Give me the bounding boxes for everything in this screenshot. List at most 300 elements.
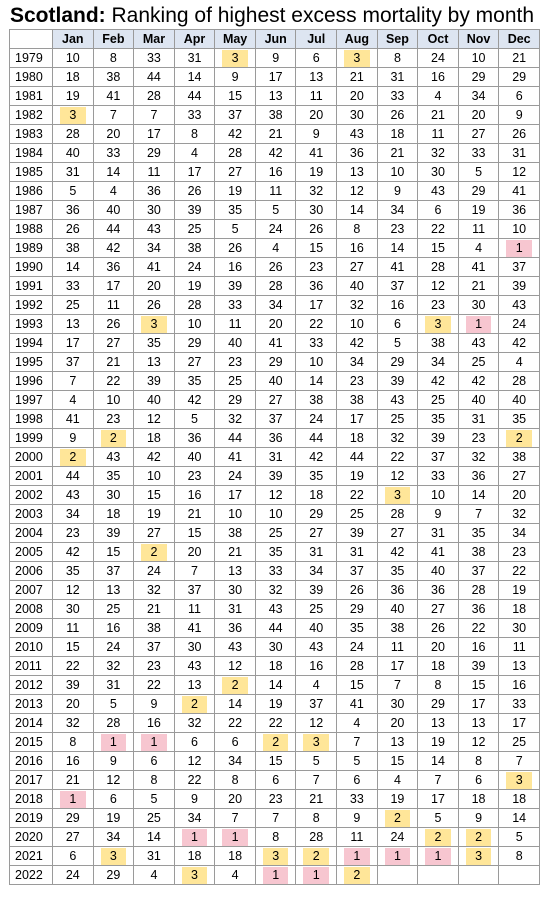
rank-cell bbox=[93, 790, 134, 809]
rank-cell bbox=[53, 182, 94, 201]
rank-cell bbox=[215, 695, 256, 714]
rank-cell bbox=[255, 182, 296, 201]
rank-cell bbox=[337, 847, 378, 866]
rank-cell bbox=[134, 562, 175, 581]
rank-value: 26 bbox=[349, 582, 364, 597]
rank-value: 27 bbox=[187, 354, 202, 369]
rank-value: 16 bbox=[268, 164, 283, 179]
rank-cell bbox=[458, 239, 499, 258]
rank-cell bbox=[458, 505, 499, 524]
rank-cell bbox=[255, 752, 296, 771]
rank-cell bbox=[93, 68, 134, 87]
rank-value: 30 bbox=[187, 639, 202, 654]
rank-cell bbox=[215, 201, 256, 220]
rank-cell bbox=[499, 638, 540, 657]
rank-value: 12 bbox=[512, 164, 527, 179]
rank-value: 34 bbox=[146, 240, 161, 255]
rank-value: 42 bbox=[309, 449, 324, 464]
year-label: 1991 bbox=[10, 277, 53, 296]
rank-value: 9 bbox=[69, 430, 77, 445]
table-row bbox=[10, 505, 540, 524]
rank-cell bbox=[255, 505, 296, 524]
rank-cell bbox=[296, 467, 337, 486]
rank-cell bbox=[337, 296, 378, 315]
rank-value: 24 bbox=[187, 259, 202, 274]
rank-cell bbox=[255, 296, 296, 315]
rank-cell bbox=[377, 448, 418, 467]
rank-value: 27 bbox=[65, 829, 80, 844]
rank-value: 42 bbox=[65, 544, 80, 559]
rank-value: 8 bbox=[312, 810, 320, 825]
rank-value: 17 bbox=[268, 69, 283, 84]
rank-cell bbox=[499, 524, 540, 543]
rank-value: 37 bbox=[390, 278, 405, 293]
rank-value: 7 bbox=[272, 810, 280, 825]
rank-cell bbox=[53, 676, 94, 695]
rank-value: 29 bbox=[349, 601, 364, 616]
rank-value: 37 bbox=[65, 354, 80, 369]
rank-cell bbox=[53, 334, 94, 353]
year-label: 1990 bbox=[10, 258, 53, 277]
rank-value: 33 bbox=[309, 335, 324, 350]
rank-cell bbox=[134, 448, 175, 467]
rank-value: 10 bbox=[106, 392, 121, 407]
rank-cell bbox=[337, 277, 378, 296]
rank-cell bbox=[174, 809, 215, 828]
rank-value: 24 bbox=[268, 221, 283, 236]
rank-value: 30 bbox=[106, 487, 121, 502]
rank-value: 43 bbox=[390, 392, 405, 407]
rank-cell bbox=[255, 49, 296, 68]
rank-cell bbox=[337, 125, 378, 144]
rank-cell bbox=[215, 467, 256, 486]
header-row bbox=[10, 30, 540, 49]
rank-value: 31 bbox=[390, 69, 405, 84]
rank-value: 4 bbox=[515, 354, 523, 369]
rank-value: 5 bbox=[475, 164, 483, 179]
rank-cell bbox=[418, 714, 459, 733]
rank-value: 32 bbox=[349, 297, 364, 312]
rank-value: 9 bbox=[353, 810, 361, 825]
rank-value: 44 bbox=[146, 69, 161, 84]
rank-value: 35 bbox=[309, 468, 324, 483]
rank-cell bbox=[93, 125, 134, 144]
rank-value: 10 bbox=[309, 354, 324, 369]
rank-value: 33 bbox=[512, 696, 527, 711]
rank-cell bbox=[377, 695, 418, 714]
rank-cell bbox=[296, 448, 337, 467]
rank-cell bbox=[134, 847, 175, 866]
rank-cell bbox=[215, 676, 256, 695]
rank-value: 31 bbox=[65, 164, 80, 179]
rank-cell bbox=[174, 258, 215, 277]
rank-value: 30 bbox=[390, 696, 405, 711]
rank-cell bbox=[215, 429, 256, 448]
rank-value: 36 bbox=[65, 202, 80, 217]
table-row bbox=[10, 486, 540, 505]
rank-cell bbox=[93, 714, 134, 733]
rank-value: 17 bbox=[309, 297, 324, 312]
rank-value: 2 bbox=[60, 449, 86, 466]
rank-cell bbox=[174, 201, 215, 220]
year-label: 2000 bbox=[10, 448, 53, 467]
rank-value: 9 bbox=[150, 696, 158, 711]
rank-value: 20 bbox=[106, 126, 121, 141]
rank-value: 23 bbox=[471, 430, 486, 445]
rank-cell bbox=[134, 239, 175, 258]
rank-value: 29 bbox=[228, 392, 243, 407]
rank-value: 41 bbox=[65, 411, 80, 426]
rank-value: 19 bbox=[431, 734, 445, 749]
rank-cell bbox=[134, 752, 175, 771]
rank-cell bbox=[499, 448, 540, 467]
rank-cell bbox=[296, 277, 337, 296]
rank-cell bbox=[134, 49, 175, 68]
rank-value: 20 bbox=[512, 487, 527, 502]
rank-value: 21 bbox=[65, 772, 80, 787]
rank-value: 32 bbox=[390, 430, 405, 445]
rank-value: 16 bbox=[65, 753, 80, 768]
rank-cell bbox=[255, 600, 296, 619]
rank-value: 10 bbox=[65, 50, 80, 65]
rank-cell bbox=[255, 695, 296, 714]
rank-cell bbox=[296, 695, 337, 714]
rank-value: 15 bbox=[431, 240, 445, 255]
rank-cell bbox=[418, 619, 459, 638]
table-row bbox=[10, 125, 540, 144]
rank-cell bbox=[93, 752, 134, 771]
rank-value: 25 bbox=[106, 601, 121, 616]
rank-value: 34 bbox=[228, 753, 243, 768]
rank-value: 34 bbox=[187, 810, 202, 825]
rank-value: 41 bbox=[512, 183, 527, 198]
year-label: 1986 bbox=[10, 182, 53, 201]
rank-cell bbox=[215, 733, 256, 752]
rank-value: 39 bbox=[106, 525, 121, 540]
rank-cell bbox=[215, 448, 256, 467]
rank-cell bbox=[458, 847, 499, 866]
rank-value: 13 bbox=[65, 316, 80, 331]
rank-value: 36 bbox=[431, 582, 445, 597]
rank-cell bbox=[93, 809, 134, 828]
rank-cell bbox=[174, 619, 215, 638]
rank-cell bbox=[53, 125, 94, 144]
month-header-may: May bbox=[215, 30, 256, 49]
rank-cell bbox=[174, 239, 215, 258]
rank-cell bbox=[134, 543, 175, 562]
year-label: 1994 bbox=[10, 334, 53, 353]
rank-cell bbox=[458, 486, 499, 505]
rank-value: 20 bbox=[471, 107, 486, 122]
rank-value: 24 bbox=[431, 50, 445, 65]
rank-value: 35 bbox=[390, 563, 405, 578]
rank-value: 25 bbox=[431, 392, 445, 407]
rank-cell bbox=[499, 771, 540, 790]
rank-cell bbox=[53, 562, 94, 581]
rank-value: 25 bbox=[512, 734, 527, 749]
rank-value: 24 bbox=[146, 563, 161, 578]
rank-value: 7 bbox=[393, 677, 401, 692]
rank-value: 37 bbox=[146, 639, 161, 654]
rank-value: 26 bbox=[268, 259, 283, 274]
rank-value: 35 bbox=[187, 373, 202, 388]
rank-cell bbox=[255, 638, 296, 657]
rank-value: 5 bbox=[150, 791, 158, 806]
rank-value: 20 bbox=[268, 316, 283, 331]
rank-cell bbox=[337, 486, 378, 505]
title-lead: Scotland: bbox=[10, 4, 106, 27]
rank-value: 7 bbox=[515, 753, 523, 768]
rank-value: 16 bbox=[106, 620, 121, 635]
year-label: 2011 bbox=[10, 657, 53, 676]
rank-cell bbox=[296, 334, 337, 353]
rank-cell bbox=[499, 809, 540, 828]
rank-cell bbox=[296, 657, 337, 676]
rank-cell bbox=[418, 524, 459, 543]
month-header-oct: Oct bbox=[418, 30, 459, 49]
rank-value: 38 bbox=[471, 544, 486, 559]
rank-cell bbox=[174, 87, 215, 106]
rank-cell bbox=[53, 581, 94, 600]
rank-cell bbox=[174, 562, 215, 581]
rank-value: 9 bbox=[109, 753, 117, 768]
rank-cell bbox=[458, 182, 499, 201]
rank-value: 13 bbox=[309, 69, 324, 84]
rank-cell bbox=[296, 524, 337, 543]
rank-cell bbox=[418, 353, 459, 372]
rank-cell bbox=[377, 334, 418, 353]
rank-cell bbox=[174, 49, 215, 68]
rank-value: 43 bbox=[146, 221, 161, 236]
rank-cell bbox=[215, 657, 256, 676]
rank-cell bbox=[174, 315, 215, 334]
rank-cell bbox=[418, 68, 459, 87]
table-row bbox=[10, 220, 540, 239]
rank-value: 15 bbox=[106, 544, 121, 559]
rank-value: 31 bbox=[471, 411, 486, 426]
rank-value: 37 bbox=[106, 563, 121, 578]
rank-value: 29 bbox=[471, 69, 486, 84]
rank-cell bbox=[215, 600, 256, 619]
rank-cell bbox=[174, 163, 215, 182]
rank-value: 7 bbox=[109, 107, 117, 122]
rank-value: 37 bbox=[349, 563, 364, 578]
rank-cell bbox=[418, 106, 459, 125]
rank-value: 12 bbox=[390, 468, 405, 483]
rank-cell bbox=[255, 315, 296, 334]
rank-cell bbox=[377, 847, 418, 866]
rank-value: 23 bbox=[187, 468, 202, 483]
rank-value: 8 bbox=[393, 50, 401, 65]
table-row bbox=[10, 752, 540, 771]
rank-value: 27 bbox=[390, 525, 405, 540]
rank-cell bbox=[377, 410, 418, 429]
rank-value: 17 bbox=[390, 658, 405, 673]
table-row bbox=[10, 619, 540, 638]
rank-cell bbox=[377, 866, 418, 885]
rank-cell bbox=[418, 410, 459, 429]
month-header-jan: Jan bbox=[53, 30, 94, 49]
table-row bbox=[10, 182, 540, 201]
rank-value: 30 bbox=[65, 601, 80, 616]
table-row bbox=[10, 524, 540, 543]
rank-cell bbox=[377, 182, 418, 201]
rank-value: 17 bbox=[471, 696, 486, 711]
rank-value: 26 bbox=[390, 107, 405, 122]
rank-value: 31 bbox=[268, 449, 283, 464]
rank-cell bbox=[418, 752, 459, 771]
rank-value: 8 bbox=[272, 829, 280, 844]
rank-value: 35 bbox=[512, 411, 527, 426]
rank-value: 4 bbox=[109, 183, 117, 198]
rank-value: 7 bbox=[434, 772, 442, 787]
rank-cell bbox=[215, 125, 256, 144]
rank-value: 39 bbox=[349, 525, 364, 540]
rank-cell bbox=[255, 486, 296, 505]
rank-value: 13 bbox=[268, 88, 283, 103]
rank-cell bbox=[418, 638, 459, 657]
rank-value: 11 bbox=[228, 316, 242, 331]
rank-cell bbox=[255, 676, 296, 695]
rank-cell bbox=[458, 562, 499, 581]
rank-cell bbox=[53, 543, 94, 562]
rank-cell bbox=[93, 638, 134, 657]
rank-cell bbox=[255, 809, 296, 828]
rank-cell bbox=[53, 505, 94, 524]
rank-value: 36 bbox=[471, 468, 486, 483]
table-row bbox=[10, 49, 540, 68]
rank-value: 20 bbox=[187, 544, 202, 559]
rank-value: 17 bbox=[65, 335, 80, 350]
header-corner bbox=[10, 30, 53, 49]
rank-cell bbox=[337, 258, 378, 277]
rank-cell bbox=[296, 828, 337, 847]
rank-cell bbox=[53, 353, 94, 372]
rank-cell bbox=[296, 714, 337, 733]
rank-value: 40 bbox=[431, 563, 445, 578]
rank-value: 42 bbox=[349, 335, 364, 350]
rank-cell bbox=[499, 847, 540, 866]
rank-value: 31 bbox=[228, 601, 243, 616]
rank-cell bbox=[458, 315, 499, 334]
rank-cell bbox=[296, 562, 337, 581]
rank-value: 6 bbox=[434, 202, 442, 217]
rank-cell bbox=[255, 581, 296, 600]
rank-value: 32 bbox=[106, 658, 121, 673]
rank-cell bbox=[53, 106, 94, 125]
rank-cell bbox=[93, 695, 134, 714]
rank-value: 1 bbox=[182, 829, 208, 846]
rank-value: 14 bbox=[65, 259, 80, 274]
rank-value: 8 bbox=[191, 126, 198, 141]
rank-value: 38 bbox=[146, 620, 161, 635]
rank-cell bbox=[337, 106, 378, 125]
rank-value: 6 bbox=[231, 734, 239, 749]
rank-cell bbox=[499, 429, 540, 448]
rank-cell bbox=[296, 733, 337, 752]
rank-value: 34 bbox=[65, 506, 80, 521]
year-label: 1988 bbox=[10, 220, 53, 239]
rank-value: 43 bbox=[431, 183, 445, 198]
rank-cell bbox=[255, 144, 296, 163]
year-label: 1995 bbox=[10, 353, 53, 372]
rank-cell bbox=[377, 505, 418, 524]
rank-cell bbox=[418, 657, 459, 676]
rank-value: 1 bbox=[222, 829, 248, 846]
table-row bbox=[10, 239, 540, 258]
rank-value: 33 bbox=[65, 278, 80, 293]
table-row bbox=[10, 353, 540, 372]
rank-cell bbox=[458, 714, 499, 733]
rank-value: 29 bbox=[431, 696, 445, 711]
rank-cell bbox=[377, 771, 418, 790]
rank-value: 14 bbox=[187, 69, 202, 84]
rank-cell bbox=[134, 87, 175, 106]
rank-cell bbox=[377, 752, 418, 771]
rank-value: 38 bbox=[187, 240, 202, 255]
rank-cell bbox=[53, 258, 94, 277]
rank-value: 20 bbox=[228, 791, 243, 806]
rank-cell bbox=[134, 410, 175, 429]
rank-cell bbox=[499, 315, 540, 334]
rank-cell bbox=[174, 733, 215, 752]
rank-value: 41 bbox=[146, 259, 161, 274]
rank-cell bbox=[93, 182, 134, 201]
rank-value: 41 bbox=[471, 259, 486, 274]
rank-value: 20 bbox=[65, 696, 80, 711]
rank-value: 8 bbox=[475, 753, 483, 768]
rank-value: 19 bbox=[309, 164, 324, 179]
rank-value: 19 bbox=[268, 696, 283, 711]
rank-cell bbox=[499, 334, 540, 353]
rank-value: 14 bbox=[349, 202, 364, 217]
rank-cell bbox=[418, 429, 459, 448]
rank-value: 28 bbox=[309, 829, 324, 844]
rank-value: 5 bbox=[109, 696, 117, 711]
year-label: 1983 bbox=[10, 125, 53, 144]
rank-cell bbox=[255, 391, 296, 410]
rank-cell bbox=[174, 752, 215, 771]
rank-value: 20 bbox=[349, 88, 364, 103]
rank-value: 6 bbox=[150, 753, 158, 768]
rank-cell bbox=[53, 315, 94, 334]
rank-value: 3 bbox=[303, 734, 329, 751]
rank-value: 40 bbox=[268, 373, 283, 388]
rank-value: 7 bbox=[150, 107, 158, 122]
month-header-aug: Aug bbox=[337, 30, 378, 49]
rank-value: 27 bbox=[146, 525, 161, 540]
rank-cell bbox=[53, 619, 94, 638]
rank-value: 6 bbox=[69, 848, 77, 863]
rank-cell bbox=[53, 372, 94, 391]
rank-value: 43 bbox=[187, 658, 202, 673]
rank-cell bbox=[174, 486, 215, 505]
rank-cell bbox=[215, 638, 256, 657]
rank-value: 19 bbox=[390, 791, 405, 806]
rank-value: 18 bbox=[309, 487, 324, 502]
rank-cell bbox=[458, 809, 499, 828]
rank-cell bbox=[337, 429, 378, 448]
rank-cell bbox=[458, 752, 499, 771]
rank-value: 4 bbox=[150, 867, 158, 882]
rank-value: 20 bbox=[431, 639, 445, 654]
rank-value: 30 bbox=[309, 202, 324, 217]
rank-value: 39 bbox=[431, 430, 445, 445]
rank-value: 42 bbox=[187, 392, 202, 407]
rank-cell bbox=[134, 467, 175, 486]
rank-cell bbox=[53, 486, 94, 505]
rank-value: 37 bbox=[471, 563, 486, 578]
